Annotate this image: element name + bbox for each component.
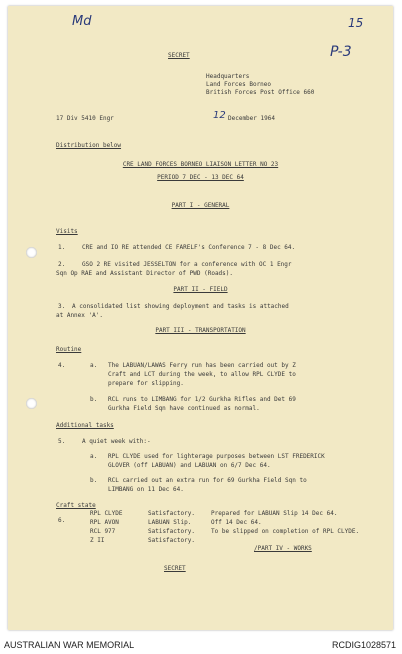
item-number: 1. bbox=[58, 244, 66, 251]
craft-name: RCL 977 bbox=[90, 528, 116, 535]
section-heading: Routine bbox=[56, 346, 82, 353]
section-heading: Craft state bbox=[56, 502, 96, 509]
craft-name: RPL CLYDE bbox=[90, 510, 123, 517]
item-number: 2. bbox=[58, 261, 66, 268]
craft-status: Satisfactory. bbox=[148, 528, 195, 535]
classification-bottom: SECRET bbox=[164, 565, 186, 572]
handwritten-day: 12 bbox=[213, 110, 226, 121]
archive-footer bbox=[0, 636, 402, 654]
paragraph: GSO 2 RE visited JESSELTON for a conference with OC 1 Engr bbox=[82, 261, 292, 268]
date: December 1964 bbox=[228, 115, 275, 122]
distribution: Distribution below bbox=[56, 142, 122, 149]
paragraph: CRE and IO RE attended CE FARELF's Conference 7 - 8 Dec 64. bbox=[82, 244, 296, 251]
craft-status: Satisfactory. bbox=[148, 537, 195, 544]
item-number: 4. bbox=[58, 362, 66, 369]
handwritten-initials: Md bbox=[72, 14, 92, 29]
punch-hole bbox=[26, 398, 37, 409]
header-line: Land Forces Borneo bbox=[206, 81, 272, 88]
handwritten-folio: 15 bbox=[348, 16, 364, 30]
letter-period: PERIOD 7 DEC - 13 DEC 64 bbox=[157, 174, 244, 181]
paragraph: RCL runs to LIMBANG for 1/2 Gurkha Rifles and Det 69 bbox=[108, 396, 296, 403]
archive-name: AUSTRALIAN WAR MEMORIAL bbox=[4, 640, 135, 650]
paragraph: LIMBANG on 11 Dec 64. bbox=[108, 486, 184, 493]
punch-hole bbox=[26, 247, 37, 258]
craft-name: RPL AVON bbox=[90, 519, 119, 526]
paragraph: RCL carried out an extra run for 69 Gurkha Field Sqn to bbox=[108, 477, 307, 484]
craft-note: Prepared for LABUAN Slip 14 Dec 64. bbox=[211, 510, 338, 517]
craft-status: Satisfactory. bbox=[148, 510, 195, 517]
paragraph: Gurkha Field Sqn have continued as normal. bbox=[108, 405, 260, 412]
part-heading: PART III - TRANSPORTATION bbox=[155, 327, 246, 334]
sub-item-mark: b. bbox=[90, 396, 98, 403]
classification-top: SECRET bbox=[168, 52, 190, 59]
craft-note: To be slipped on completion of RPL CLYDE. bbox=[211, 528, 360, 535]
section-heading: Additional tasks bbox=[56, 422, 114, 429]
section-heading: Visits bbox=[56, 228, 78, 235]
paragraph: RPL CLYDE used for lighterage purposes between LST FREDERICK bbox=[108, 453, 325, 460]
craft-name: Z II bbox=[90, 537, 105, 544]
handwritten-page-ref: P-3 bbox=[330, 44, 352, 60]
craft-status: LABUAN Slip. bbox=[148, 519, 192, 526]
paragraph: prepare for slipping. bbox=[108, 380, 184, 387]
document-page bbox=[8, 6, 393, 630]
paragraph: GLOVER (off LABUAN) and LABUAN on 6/7 Dec 64. bbox=[108, 462, 271, 469]
reference: 17 Div 5410 Engr bbox=[56, 115, 114, 122]
part-heading: PART I - GENERAL bbox=[171, 202, 230, 209]
paragraph: Craft and LCT during the week, to allow RPL CLYDE to bbox=[108, 371, 296, 378]
archive-id: RCDIG1028571 bbox=[331, 640, 396, 650]
paragraph: at Annex 'A'. bbox=[56, 312, 103, 319]
sub-item-mark: a. bbox=[90, 362, 98, 369]
part-heading: PART II - FIELD bbox=[173, 286, 228, 293]
sub-item-mark: b. bbox=[90, 477, 98, 484]
continuation: /PART IV - WORKS bbox=[254, 545, 312, 552]
paragraph: The LABUAN/LAWAS Ferry run has been carried out by Z bbox=[108, 362, 296, 369]
paragraph: A consolidated list showing deployment and tasks is attached bbox=[72, 303, 289, 310]
item-number: 3. bbox=[58, 303, 66, 310]
header-line: British Forces Post Office 660 bbox=[206, 89, 315, 96]
item-number: 6. bbox=[58, 517, 66, 524]
item-number: 5. bbox=[58, 438, 66, 445]
paragraph: A quiet week with:- bbox=[82, 438, 151, 445]
header-line: Headquarters bbox=[206, 73, 250, 80]
letter-title: CRE LAND FORCES BORNEO LIAISON LETTER NO 23 bbox=[122, 161, 279, 168]
craft-note: Off 14 Dec 64. bbox=[211, 519, 262, 526]
sub-item-mark: a. bbox=[90, 453, 98, 460]
paragraph: Sqn Op RAE and Assistant Director of PWD (Roads). bbox=[56, 270, 234, 277]
